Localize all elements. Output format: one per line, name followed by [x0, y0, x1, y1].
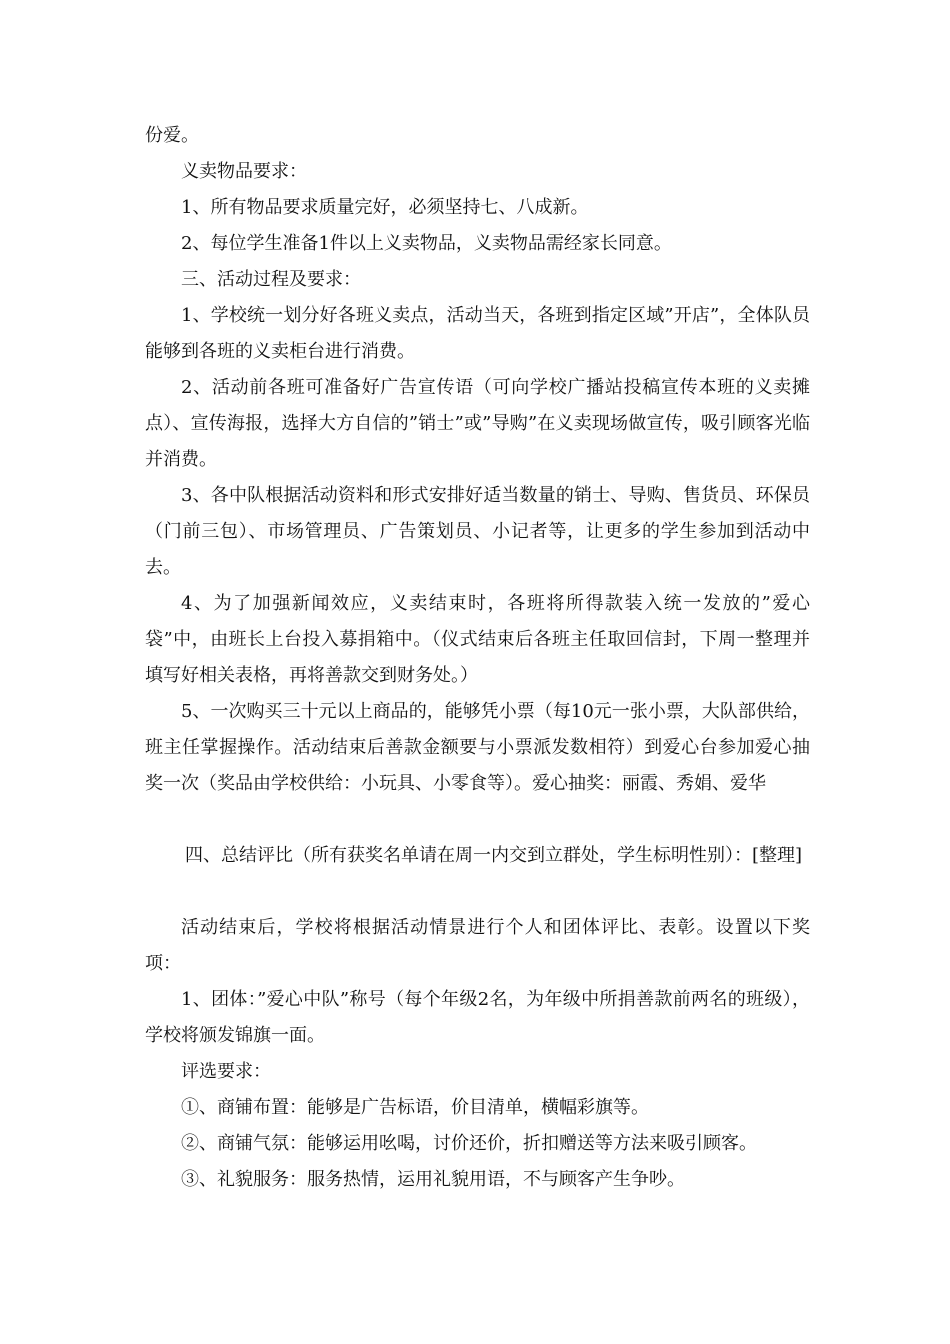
- paragraph-criteria-heading: 评选要求：: [181, 1061, 271, 1082]
- paragraph-award-1: 1、团体：”爱心中队”称号（每个年级2名，为年级中所捐善款前两名的班级），学校将颁发锦旗一面。: [145, 989, 810, 1046]
- section-heading-process: 三、活动过程及要求：: [181, 269, 361, 290]
- paragraph-item-1: 1、所有物品要求质量完好，必须坚持七、八成新。: [181, 197, 589, 218]
- paragraph-continuation: 份爱。: [145, 125, 199, 146]
- paragraph-process-2: 2、活动前各班可准备好广告宣传语（可向学校广播站投稿宣传本班的义卖摊点）、宣传海报，选择大方自信的”销士”或”导购”在义卖现场做宣传，吸引顾客光临并消费。: [145, 377, 810, 470]
- paragraph-criteria-1: ①、商铺布置：能够是广告标语，价目清单，横幅彩旗等。: [181, 1097, 649, 1118]
- paragraph-heading-items: 义卖物品要求：: [181, 161, 307, 182]
- section-heading-summary: 四、总结评比（所有获奖名单请在周一内交到立群处，学生标明性别）：[整理]: [185, 845, 803, 866]
- paragraph-summary-intro: 活动结束后，学校将根据活动情景进行个人和团体评比、表彰。设置以下奖项：: [145, 917, 810, 974]
- paragraph-process-4: 4、为了加强新闻效应，义卖结束时，各班将所得款装入统一发放的”爱心袋”中，由班长上台投入募捐箱中。（仪式结束后各班主任取回信封，下周一整理并填写好相关表格，再将善款交到财务处。）: [145, 593, 810, 686]
- paragraph-process-3: 3、各中队根据活动资料和形式安排好适当数量的销士、导购、售货员、环保员（门前三包）、市场管理员、广告策划员、小记者等，让更多的学生参加到活动中去。: [145, 485, 810, 578]
- paragraph-item-2: 2、每位学生准备1件以上义卖物品，义卖物品需经家长同意。: [181, 233, 672, 254]
- paragraph-criteria-2: ②、商铺气氛：能够运用吆喝，讨价还价，折扣赠送等方法来吸引顾客。: [181, 1133, 757, 1154]
- paragraph-process-5: 5、一次购买三十元以上商品的，能够凭小票（每10元一张小票，大队部供给，班主任掌握操作。活动结束后善款金额要与小票派发数相符）到爱心台参加爱心抽奖一次（奖品由学校供给：小玩具、小零食等）。爱心抽奖：丽霞、秀娟、爱华: [145, 701, 810, 794]
- paragraph-process-1: 1、学校统一划分好各班义卖点，活动当天，各班到指定区域”开店”，全体队员能够到各班的义卖柜台进行消费。: [145, 305, 810, 362]
- paragraph-criteria-3: ③、礼貌服务：服务热情，运用礼貌用语，不与顾客产生争吵。: [181, 1169, 685, 1190]
